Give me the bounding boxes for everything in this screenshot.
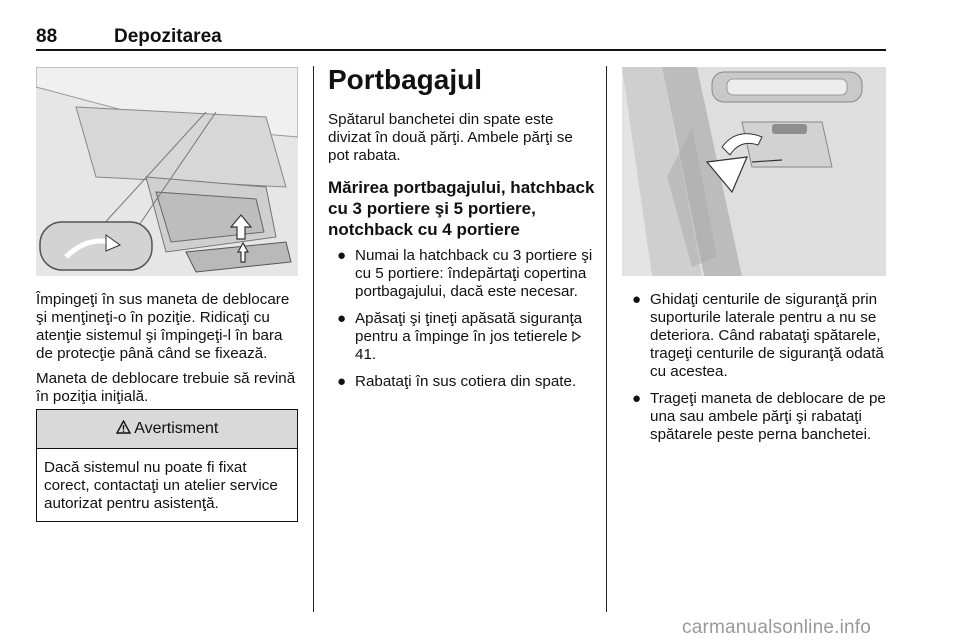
trunk-system-illustration bbox=[36, 67, 298, 276]
bullet-text: Numai la hatchback cu 3 portiere şi cu 5 portiere: îndepărtaţi copertina portbagajului, dacă este necesar. bbox=[355, 247, 593, 300]
bullet-text: Trageţi maneta de deblocare de pe una sau ambele părţi şi rabataţi spătarele peste perna banchetei. bbox=[650, 390, 886, 443]
section-subtitle: Mărirea portbagajului, hatchback cu 3 portiere şi 5 portiere, notchback cu 4 portiere bbox=[328, 178, 595, 239]
warning-header bbox=[37, 410, 297, 449]
left-paragraph-2: Maneta de deblocare trebuie să revină în poziţia iniţială. bbox=[36, 370, 296, 405]
warning-text: Dacă sistemul nu poate fi fixat corect, contactaţi un atelier service autorizat pentru asistenţă. bbox=[44, 459, 278, 512]
bullet-text: Ghidaţi centurile de siguranţă prin suporturile laterale pentru a nu se deteriora. Când rabataţi spătarele, trageţi centurile de siguranţă odată cu acestea. bbox=[650, 291, 884, 380]
list-item bbox=[629, 291, 887, 381]
page-reference-arrow-icon bbox=[572, 328, 582, 345]
bullet-dot: ● bbox=[632, 390, 642, 407]
bullet-dot: ● bbox=[337, 310, 347, 327]
list-item bbox=[334, 373, 596, 391]
page-header bbox=[36, 26, 886, 50]
right-bullet-list bbox=[629, 291, 887, 453]
header-rule bbox=[36, 49, 886, 51]
bullet-dot: ● bbox=[337, 373, 347, 390]
bullet-text: Rabataţi în sus cotiera din spate. bbox=[355, 373, 577, 390]
warning-title: Avertisment bbox=[134, 420, 219, 437]
chapter-title: Depozitarea bbox=[114, 26, 222, 47]
section-intro: Spătarul banchetei din spate este divizat în două părţi. Ambele părţi se pot rabata. bbox=[328, 111, 573, 164]
page-number: 88 bbox=[36, 26, 58, 47]
watermark: carmanualsonline.info bbox=[682, 617, 872, 638]
list-item bbox=[334, 310, 596, 364]
list-item bbox=[629, 390, 887, 444]
bullet-text: Apăsaţi şi ţineţi apăsată siguranţa pentru a împinge în jos tetierele bbox=[355, 310, 583, 345]
left-paragraph-1: Împingeţi în sus maneta de deblocare şi menţineţi-o în poziţie. Ridicaţi cu atenţie sistemul şi împingeţi-l în bara de protecţie până când se fixează. bbox=[36, 291, 290, 362]
bullet-dot: ● bbox=[337, 247, 347, 264]
middle-bullet-list bbox=[334, 247, 596, 400]
page-reference[interactable]: 41. bbox=[355, 346, 377, 363]
warning-triangle-icon bbox=[116, 420, 135, 437]
column-divider-right bbox=[606, 66, 607, 612]
section-title: Portbagajul bbox=[328, 64, 483, 95]
bullet-dot: ● bbox=[632, 291, 642, 308]
list-item bbox=[334, 247, 596, 301]
seatbelt-illustration bbox=[622, 67, 886, 276]
column-divider-left bbox=[313, 66, 314, 612]
warning-box bbox=[36, 409, 298, 522]
